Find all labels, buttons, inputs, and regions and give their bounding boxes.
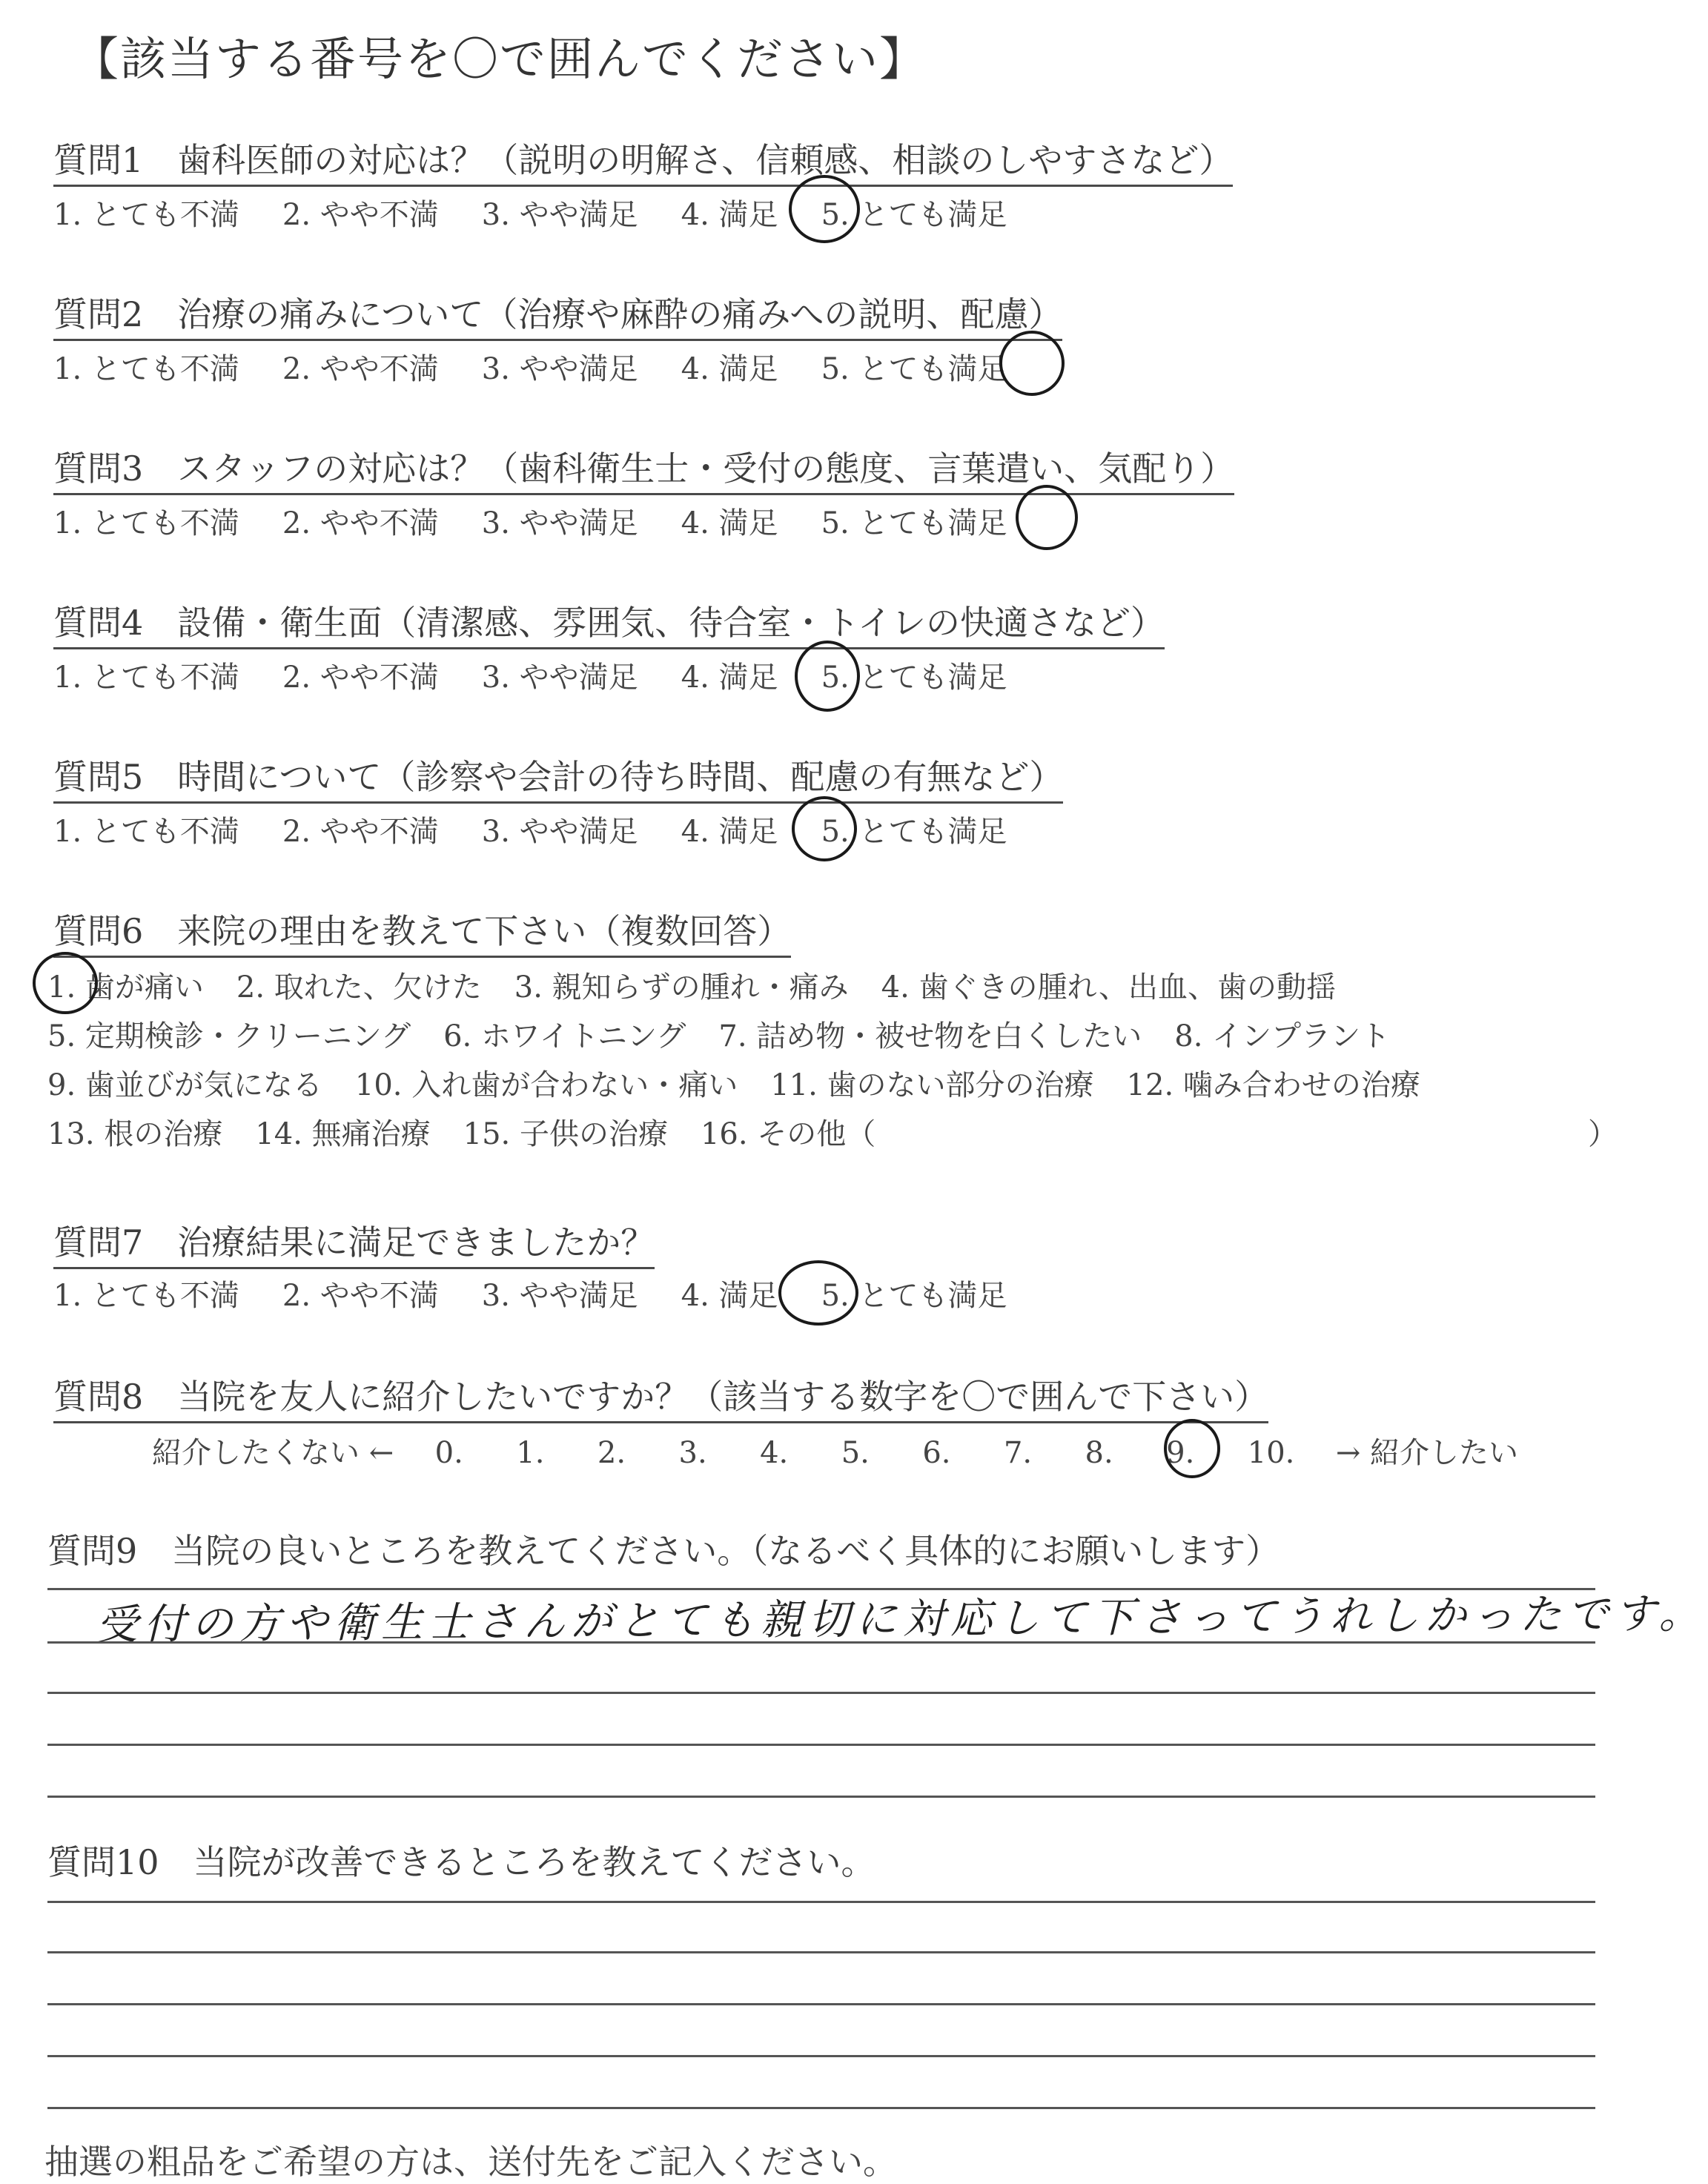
option[interactable]: 2. やや不満 — [282, 661, 439, 695]
nps-right-label: → 紹介したい — [1335, 1436, 1519, 1470]
nps-option[interactable]: 5. — [841, 1436, 870, 1470]
option[interactable]: 1. とても不満 — [53, 661, 239, 695]
question-10-title: 質問10 当院が改善できるところを教えてください。 — [47, 1842, 875, 1882]
option[interactable]: 2. やや不満 — [282, 1279, 439, 1313]
question-6-title: 質問6 来院の理由を教えて下さい（複数回答） — [53, 904, 791, 953]
reason-option[interactable]: 4. 歯ぐきの腫れ、出血、歯の動揺 — [881, 970, 1336, 1005]
question-6-row-3 — [47, 1062, 1453, 1104]
nps-option[interactable]: 8. — [1085, 1436, 1113, 1470]
option[interactable]: 4. 満足 — [681, 1279, 778, 1313]
question-6-row-1 — [47, 964, 1368, 1006]
question-2-options — [53, 345, 1050, 388]
option[interactable]: 1. とても不満 — [53, 198, 239, 232]
reason-option[interactable]: 10. 入れ歯が合わない・痛い — [354, 1068, 738, 1102]
question-3-options — [53, 500, 1050, 542]
question-9-title: 質問9 当院の良いところを教えてください。（なるべく具体的にお願いします） — [47, 1531, 1280, 1571]
question-9-answer[interactable]: 受付の方や衛生士さんがとても親切に対応して下さってうれしかったです。 — [96, 1589, 1707, 1649]
question-4-title: 質問4 設備・衛生面（清潔感、雰囲気、待合室・トイレの快適さなど） — [53, 596, 1165, 645]
answer-line — [47, 1744, 1595, 1746]
nps-option[interactable]: 6. — [922, 1436, 951, 1470]
option[interactable]: 4. 満足 — [681, 506, 778, 540]
question-5-options — [53, 808, 1050, 850]
option[interactable]: 1. とても不満 — [53, 506, 239, 540]
nps-option[interactable]: 7. — [1003, 1436, 1033, 1470]
answer-line — [47, 1692, 1595, 1694]
reason-option[interactable]: 3. 親知らずの腫れ・痛み — [514, 970, 849, 1005]
reason-option[interactable]: 8. インプラント — [1174, 1019, 1391, 1053]
option[interactable]: 4. 満足 — [681, 352, 778, 386]
answer-line — [47, 1796, 1595, 1798]
nps-scale — [152, 1429, 1518, 1472]
option[interactable]: 2. やや不満 — [282, 506, 439, 540]
option[interactable]: 3. やや満足 — [481, 661, 638, 695]
question-8-title: 質問8 当院を友人に紹介したいですか？（該当する数字を〇で囲んで下さい） — [53, 1370, 1268, 1419]
reason-option[interactable]: 14. 無痛治療 — [255, 1117, 431, 1151]
question-3-title: 質問3 スタッフの対応は？（歯科衛生士・受付の態度、言葉遣い、気配り） — [53, 442, 1234, 491]
option[interactable]: 3. やや満足 — [481, 815, 638, 849]
answer-line — [47, 1951, 1595, 1953]
other-close-paren: ） — [1588, 1117, 1618, 1151]
option[interactable]: 1. とても不満 — [53, 815, 239, 849]
reason-option[interactable]: 6. ホワイトニング — [443, 1019, 686, 1053]
reason-option[interactable]: 2. 取れた、欠けた — [236, 970, 482, 1005]
nps-option[interactable]: 3. — [678, 1436, 707, 1470]
reason-option[interactable]: 7. 詰め物・被せ物を白くしたい — [718, 1019, 1142, 1053]
option[interactable]: 5. とても満足 — [821, 661, 1007, 695]
reason-option[interactable]: 12. 噛み合わせの治療 — [1126, 1068, 1420, 1102]
option[interactable]: 4. 満足 — [681, 198, 778, 232]
nps-option[interactable]: 9. — [1166, 1436, 1195, 1470]
answer-line — [47, 1641, 1595, 1644]
option[interactable]: 2. やや不満 — [282, 352, 439, 386]
reason-option[interactable]: 5. 定期検診・クリーニング — [47, 1019, 411, 1053]
nps-left-label: 紹介したくない ← — [152, 1436, 394, 1470]
nps-option[interactable]: 4. — [760, 1436, 789, 1470]
option[interactable]: 1. とても不満 — [53, 1279, 239, 1313]
nps-option[interactable]: 0. — [434, 1436, 463, 1470]
reason-option[interactable]: 16. その他（ — [700, 1117, 876, 1151]
question-6-row-4 — [47, 1111, 1604, 1153]
question-2-title: 質問2 治療の痛みについて（治療や麻酔の痛みへの説明、配慮） — [53, 288, 1062, 337]
option[interactable]: 5. とても満足 — [821, 1279, 1007, 1313]
option[interactable]: 4. 満足 — [681, 661, 778, 695]
question-1-title: 質問1 歯科医師の対応は？（説明の明解さ、信頼感、相談のしやすさなど） — [53, 133, 1233, 182]
option[interactable]: 3. やや満足 — [481, 506, 638, 540]
answer-line — [47, 2003, 1595, 2005]
option[interactable]: 3. やや満足 — [481, 352, 638, 386]
question-1-options — [53, 191, 1050, 234]
reason-option[interactable]: 9. 歯並びが気になる — [47, 1068, 322, 1102]
question-7-title: 質問7 治療結果に満足できましたか？ — [53, 1216, 655, 1265]
option[interactable]: 3. やや満足 — [481, 198, 638, 232]
option[interactable]: 5. とても満足 — [821, 506, 1007, 540]
option[interactable]: 3. やや満足 — [481, 1279, 638, 1313]
question-6-row-2 — [47, 1013, 1423, 1055]
question-5-title: 質問5 時間について（診察や会計の待ち時間、配慮の有無など） — [53, 750, 1063, 799]
option[interactable]: 5. とても満足 — [821, 352, 1007, 386]
nps-option[interactable]: 1. — [516, 1436, 545, 1470]
reason-option[interactable]: 15. 子供の治療 — [463, 1117, 668, 1151]
answer-line — [47, 1901, 1595, 1903]
question-7-options — [53, 1272, 1050, 1314]
footer-note: 抽選の粗品をご希望の方は、送付先をご記入ください。 — [44, 2142, 897, 2182]
question-4-options — [53, 654, 1050, 696]
option[interactable]: 1. とても不満 — [53, 352, 239, 386]
reason-option[interactable]: 1. 歯が痛い — [47, 970, 204, 1005]
option[interactable]: 2. やや不満 — [282, 198, 439, 232]
option[interactable]: 2. やや不満 — [282, 815, 439, 849]
answer-line — [47, 2107, 1595, 2109]
form-header: 【該当する番号を〇で囲んでください】 — [73, 32, 927, 86]
option[interactable]: 5. とても満足 — [821, 198, 1007, 232]
option[interactable]: 5. とても満足 — [821, 815, 1007, 849]
nps-option[interactable]: 10. — [1247, 1436, 1295, 1470]
option[interactable]: 4. 満足 — [681, 815, 778, 849]
answer-line — [47, 2055, 1595, 2057]
reason-option[interactable]: 13. 根の治療 — [47, 1117, 223, 1151]
reason-option[interactable]: 11. 歯のない部分の治療 — [770, 1068, 1094, 1102]
nps-option[interactable]: 2. — [597, 1436, 626, 1470]
